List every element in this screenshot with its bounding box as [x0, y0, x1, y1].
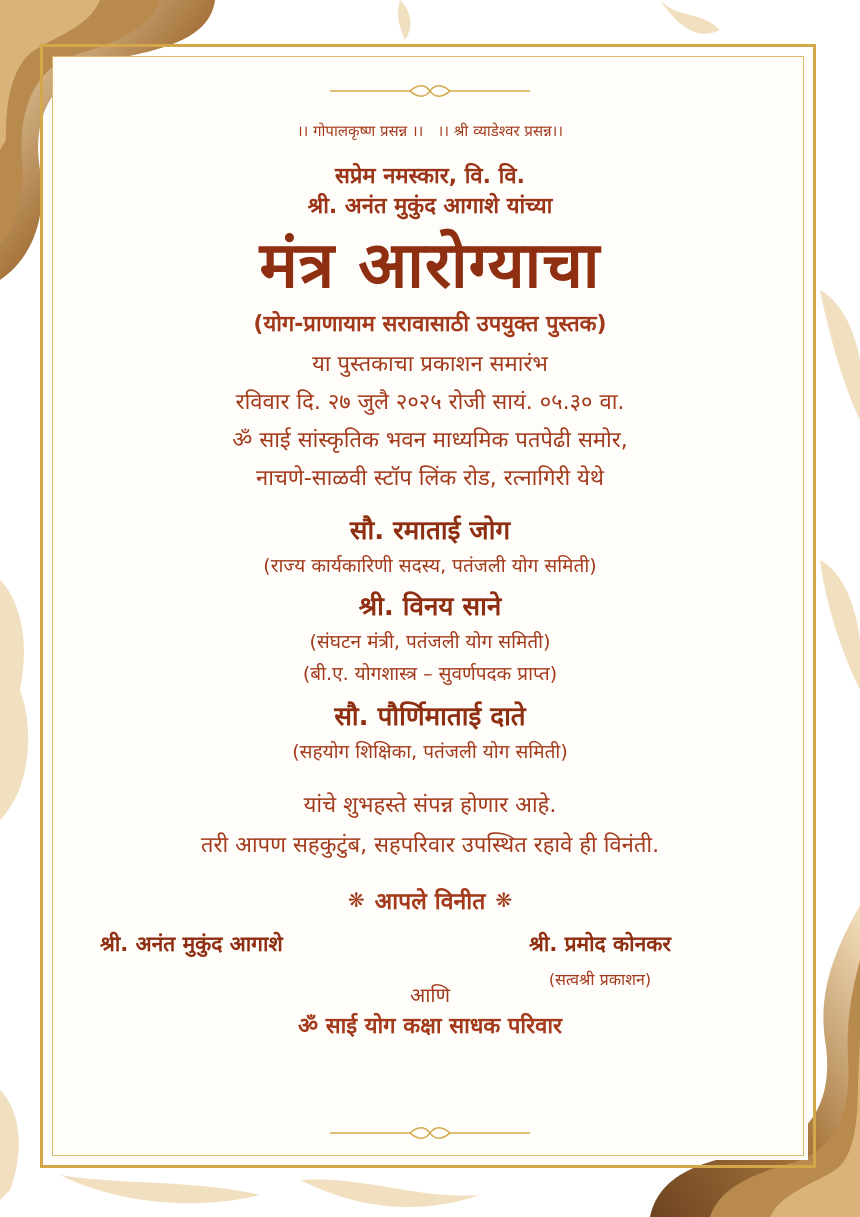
event-address: नाचणे-साळवी स्टॉप लिंक रोड, रत्नागिरी येथे [256, 466, 604, 491]
guest-role: (सहयोग शिक्षिका, पतंजली योग समिती) [292, 741, 568, 763]
signatory-right [500, 930, 700, 990]
invitation-content [60, 116, 800, 1044]
asterisk-icon: ❋ [347, 888, 365, 912]
signatory-right-org: (सत्वश्री प्रकाशन) [548, 970, 652, 989]
event-details [60, 346, 800, 498]
group-name: ॐ साई योग कक्षा साधक परिवार [297, 1014, 563, 1039]
signatories [60, 930, 800, 992]
guest-name: सौ. रमाताई जोग [349, 516, 511, 546]
signoff-title-text: आपले विनीत [374, 889, 486, 915]
event-line-1: या पुस्तकाचा प्रकाशन समारंभ [312, 352, 548, 377]
signatory-right-name: श्री. प्रमोद कोनकर [529, 932, 671, 956]
top-flourish [330, 84, 530, 98]
guest-role: (राज्य कार्यकारिणी सदस्य, पतंजली योग समिती) [263, 555, 597, 577]
greeting: सप्रेम नमस्कार, वि. वि. [335, 164, 525, 189]
closing-text [60, 786, 800, 866]
asterisk-icon: ❋ [495, 888, 513, 912]
bottom-flourish [330, 1126, 530, 1140]
host-line: श्री. अनंत मुकुंद आगाशे यांच्या [307, 194, 553, 219]
signoff-title [60, 880, 800, 920]
blessing-line [60, 116, 800, 146]
signatory-left: श्री. अनंत मुकुंद आगाशे [100, 932, 283, 956]
blessing-right: ।। श्री व्याडेश्वर प्रसन्न।। [437, 122, 564, 140]
guest-2 [60, 588, 800, 690]
closing-line-1: यांचे शुभहस्ते संपन्न होणार आहे. [303, 793, 557, 818]
guest-name: श्री. विनय साने [358, 592, 502, 622]
event-venue: ॐ साई सांस्कृतिक भवन माध्यमिक पतपेढी समोर, [232, 428, 628, 453]
blessing-left: ।। गोपालकृष्ण प्रसन्न ।। [296, 122, 424, 140]
guest-role: (संघटन मंत्री, पतंजली योग समिती) [309, 631, 551, 653]
guest-name: सौ. पौर्णिमाताई दाते [334, 702, 526, 732]
event-date: रविवार दि. २७ जुलै २०२५ रोजी सायं. ०५.३० वा. [235, 390, 625, 415]
guest-role: (बी.ए. योगशास्त्र – सुवर्णपदक प्राप्त) [302, 663, 558, 685]
guest-3 [60, 698, 800, 768]
book-title: मंत्र आरोग्याचा [259, 229, 601, 303]
guest-1 [60, 512, 800, 582]
closing-line-2: तरी आपण सहकुटुंब, सहपरिवार उपस्थित रहावे ही विनंती. [200, 833, 660, 858]
and-text: आणि [409, 983, 451, 1007]
book-subtitle: (योग-प्राणायाम सरावासाठी उपयुक्त पुस्तक) [253, 312, 607, 337]
